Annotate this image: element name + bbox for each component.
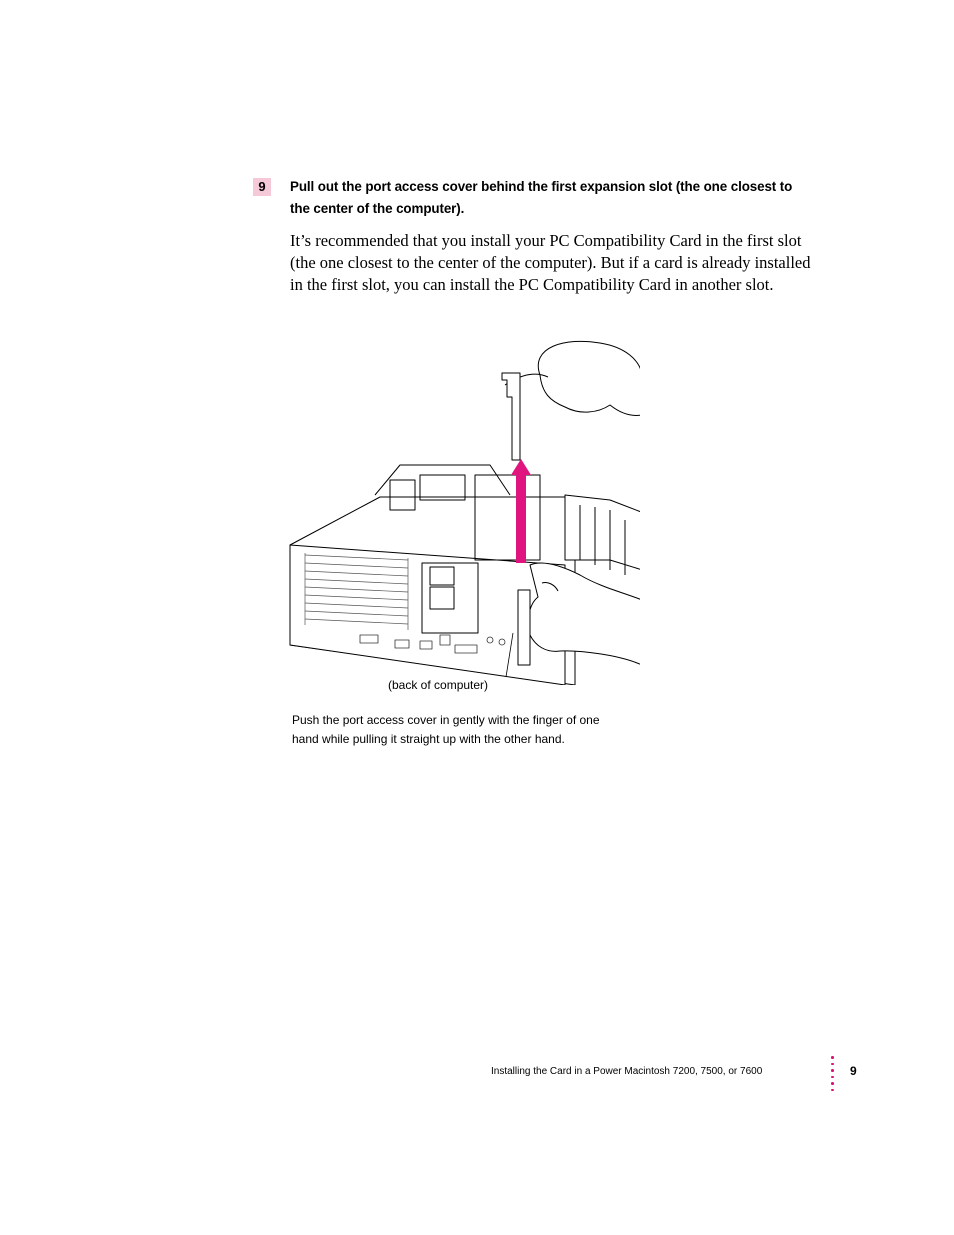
back-of-computer-label: (back of computer) xyxy=(388,678,489,692)
body-paragraph: It’s recommended that you install your PC Compatibility Card in the first slot (the one closest to the center of the computer). But if a card is already installed in the first slot, you can install the PC Compatibility Card in another slot. xyxy=(290,231,811,294)
computer-illustration xyxy=(280,335,640,685)
footer-dot-divider xyxy=(831,1056,835,1094)
step-heading: Pull out the port access cover behind the first expansion slot (the one closest to the center of the computer). xyxy=(290,179,793,216)
footer-title: Installing the Card in a Power Macintosh 7200, 7500, or 7600 xyxy=(491,1066,763,1077)
step-number-badge: 9 xyxy=(253,178,271,196)
figure-caption: Push the port access cover in gently with the finger of one hand while pulling it straight up with the other hand. xyxy=(292,713,600,746)
page-number: 9 xyxy=(850,1064,857,1078)
